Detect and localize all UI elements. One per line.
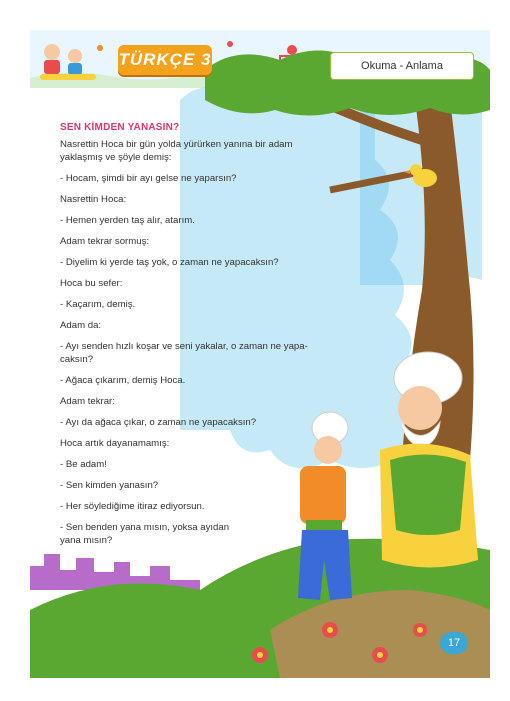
page-number: 17: [440, 632, 468, 654]
city-skyline: [30, 554, 200, 590]
story-paragraph: - Be adam!: [60, 459, 107, 470]
story-paragraph: Nasrettin Hoca:: [60, 194, 127, 205]
textbook-page: [30, 30, 490, 678]
story-title: SEN KİMDEN YANASIN?: [60, 122, 180, 133]
story-paragraph: - Her söylediğime itiraz ediyorsun.: [60, 501, 205, 512]
story-paragraph: - Sen benden yana mısın, yoksa ayıdan yana mısın?: [60, 522, 230, 546]
story-text: [60, 138, 360, 555]
section-tab: Okuma - Anlama: [330, 52, 474, 80]
story-paragraph: Hoca artık dayanamamış:: [60, 438, 170, 449]
story-paragraph: Adam tekrar:: [60, 396, 115, 407]
story-paragraph: Hoca bu sefer:: [60, 278, 123, 289]
story-paragraph: Adam da:: [60, 320, 102, 331]
story-paragraph: Nasrettin Hoca bir gün yolda yürürken yanına bir adam yaklaşmış ve şöyle demiş:: [60, 139, 293, 163]
story-paragraph: - Sen kimden yanasın?: [60, 480, 159, 491]
story-paragraph: - Kaçarım, demiş.: [60, 299, 136, 310]
story-paragraph: - Diyelim ki yerde taş yok, o zaman ne yapacaksın?: [60, 257, 279, 268]
story-paragraph: - Ayı da ağaca çıkar, o zaman ne yapacaksın?: [60, 417, 257, 428]
story-paragraph: - Hemen yerden taş alır, atarım.: [60, 215, 195, 226]
story-paragraph: - Ayı senden hızlı koşar ve seni yakalar, o zaman ne yapa- caksın?: [60, 341, 308, 365]
story-paragraph: - Ağaca çıkarım, demiş Hoca.: [60, 375, 186, 386]
subject-badge: TÜRKÇE 3: [118, 45, 212, 75]
story-paragraph: Adam tekrar sormuş:: [60, 236, 150, 247]
story-paragraph: - Hocam, şimdi bir ayı gelse ne yaparsın?: [60, 173, 237, 184]
